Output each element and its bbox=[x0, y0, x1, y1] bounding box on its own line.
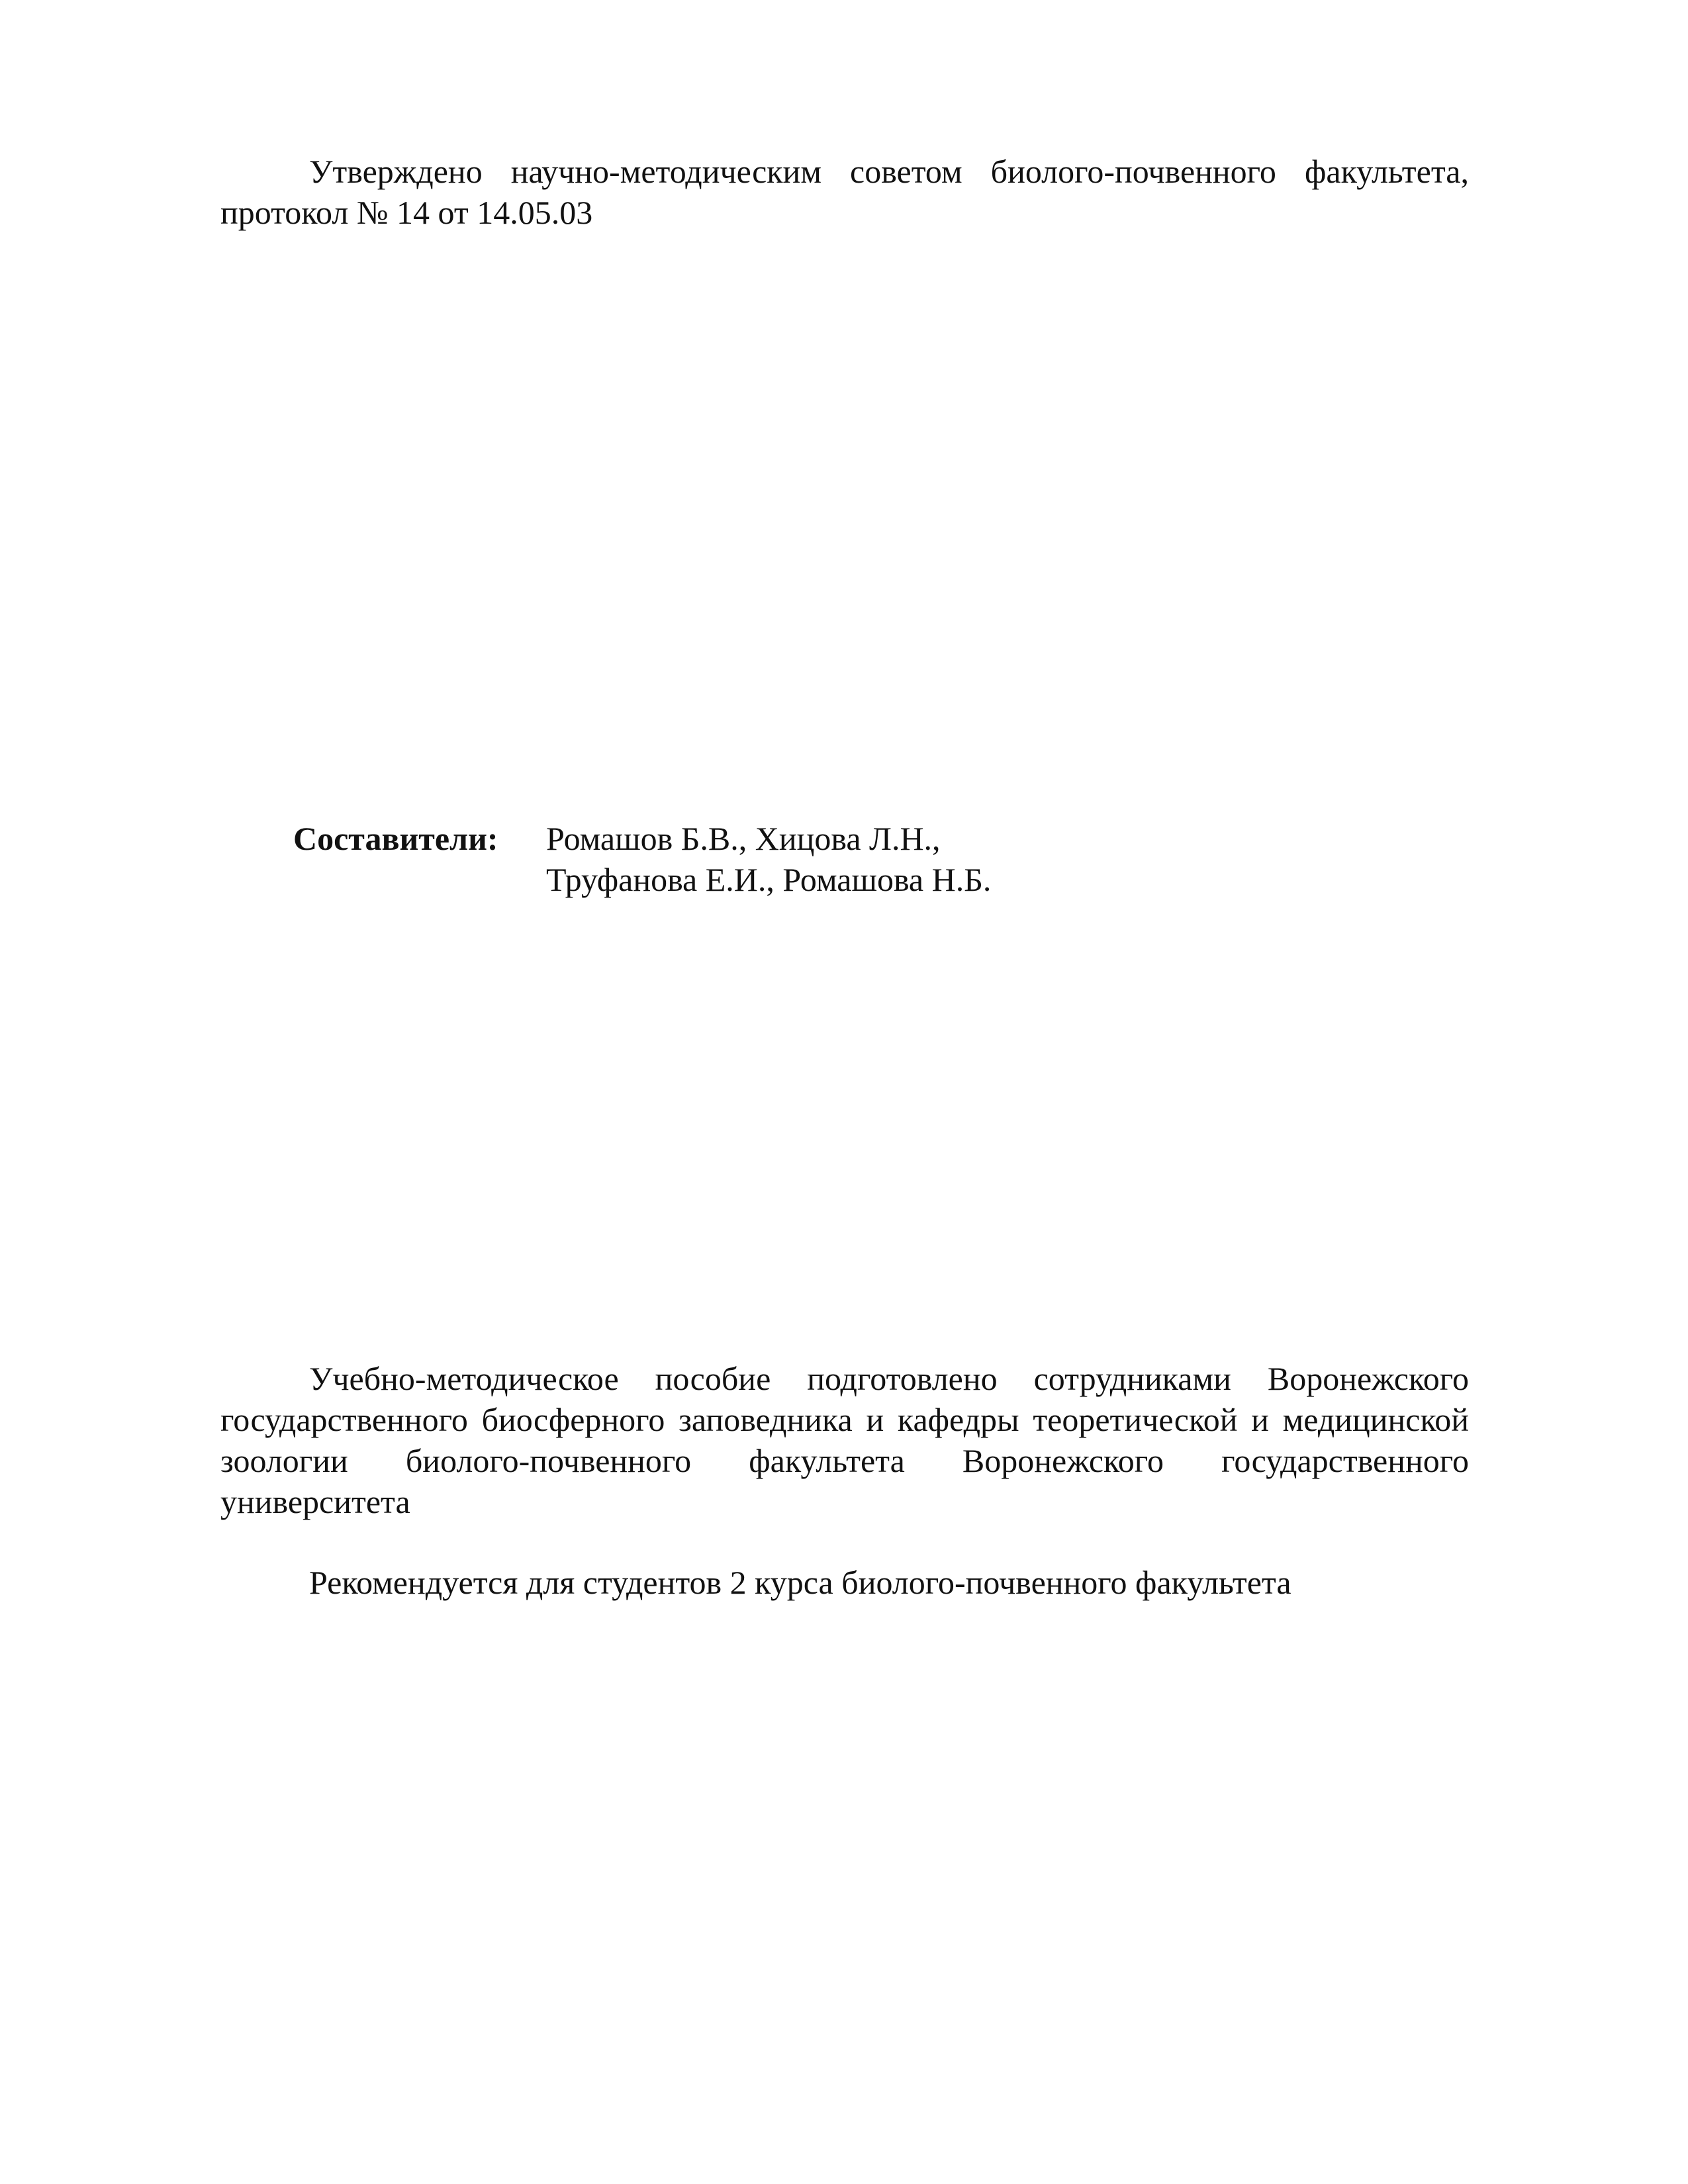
recommendation-statement: Рекомендуется для студентов 2 курса биолого-почвенного факультета bbox=[309, 1564, 1291, 1601]
prepared-by-statement: Учебно-методическое пособие подготовлено сотрудниками Воронежского государственного биосферного заповедника и кафедры теоретической и медицинской зоологии биолого-почвенного факультета Воронежского государственного университета bbox=[220, 1360, 1469, 1520]
approval-statement: Утверждено научно-методическим советом биолого-почвенного факультета, протокол № 14 от 14.05.03 bbox=[220, 153, 1469, 231]
compilers-line-2: Труфанова Е.И., Ромашова Н.Б. bbox=[546, 861, 992, 898]
compilers-label: Составители: bbox=[293, 820, 498, 857]
compilers-line-1: Ромашов Б.В., Хицова Л.Н., bbox=[546, 820, 941, 857]
compilers-names bbox=[546, 818, 991, 900]
